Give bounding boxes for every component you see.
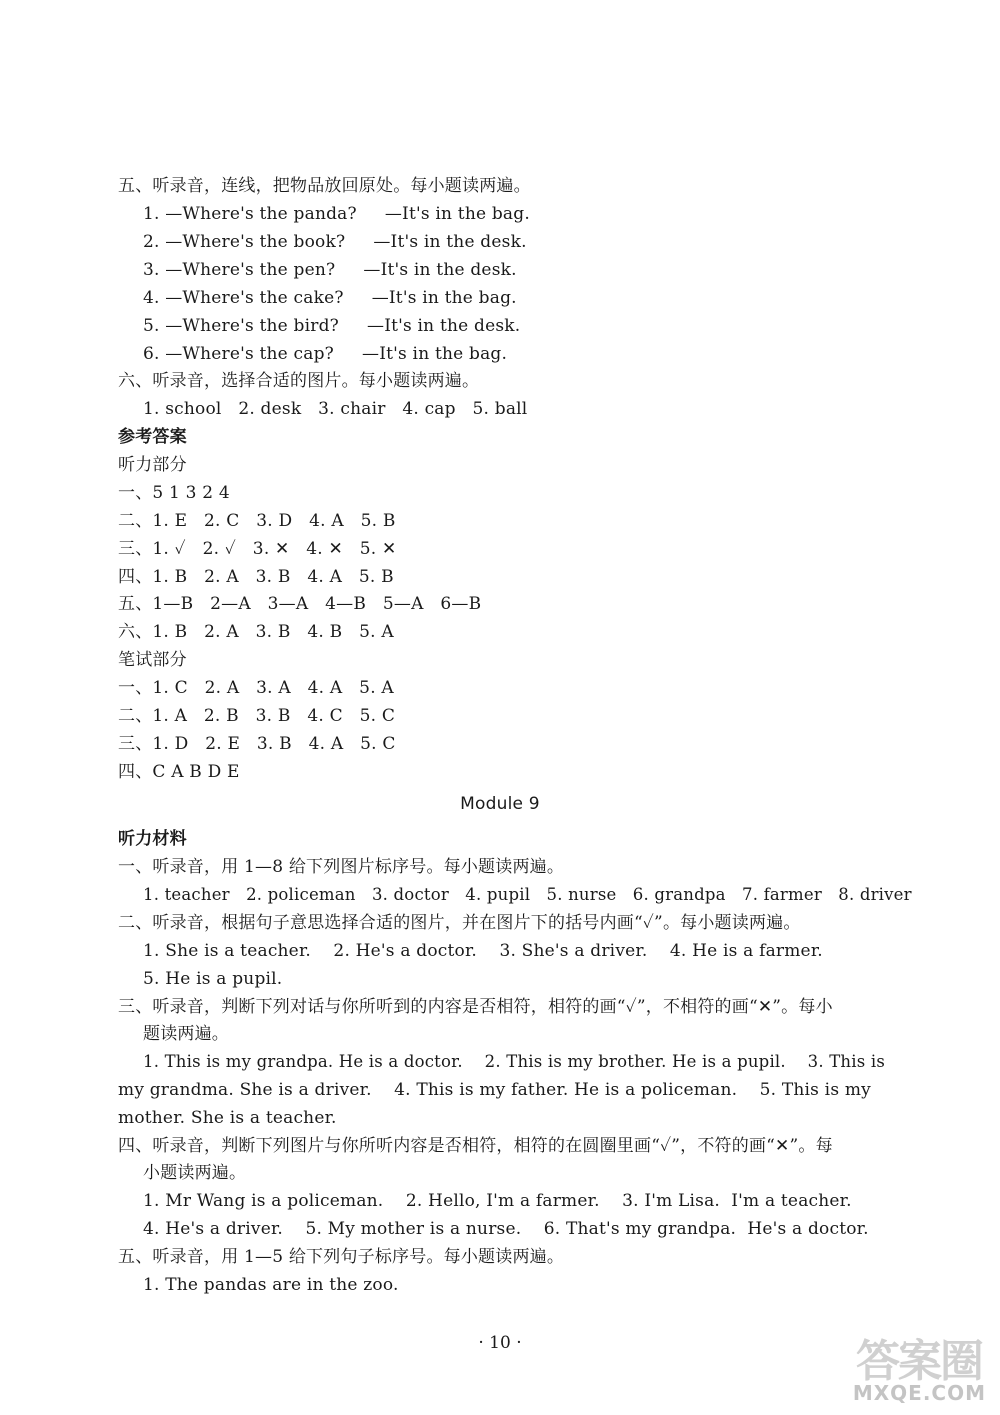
section-heading: 六、听录音，选择合适的图片。每小题读两遍。 bbox=[118, 371, 480, 391]
text-line: 5. —Where's the bird? —It's in the desk. bbox=[143, 316, 521, 336]
subheading: 听力部分 bbox=[118, 455, 187, 475]
answer-line: 三、1. ✓ 2. ✓ 3. ✕ 4. ✕ 5. ✕ bbox=[118, 539, 397, 559]
text-line: 1. Mr Wang is a policeman. 2. Hello, I'm a farmer. 3. I'm Lisa. I'm a teacher. bbox=[143, 1191, 852, 1211]
answers-heading: 参考答案 bbox=[118, 427, 187, 447]
text-line: 6. —Where's the cap? —It's in the bag. bbox=[143, 344, 508, 364]
text-line: 1. teacher 2. policeman 3. doctor 4. pupil 5. nurse 6. grandpa 7. farmer 8. driver bbox=[143, 885, 912, 904]
watermark bbox=[836, 1325, 986, 1405]
text-line: 4. —Where's the cake? —It's in the bag. bbox=[143, 288, 517, 308]
text-line: 1. The pandas are in the zoo. bbox=[143, 1275, 399, 1295]
text-line: 5. He is a pupil. bbox=[143, 969, 283, 989]
answer-line: 四、1. B 2. A 3. B 4. A 5. B bbox=[118, 567, 394, 587]
section-heading: 五、听录音，用 1—5 给下列句子标序号。每小题读两遍。 bbox=[118, 1247, 565, 1267]
subheading: 笔试部分 bbox=[118, 650, 187, 670]
text-line: 3. —Where's the pen? —It's in the desk. bbox=[143, 260, 517, 280]
answer-line: 一、1. C 2. A 3. A 4. A 5. A bbox=[118, 678, 394, 698]
text-line: 1. This is my grandpa. He is a doctor. 2. This is my brother. He is a pupil. 3. This is bbox=[143, 1052, 885, 1071]
text-line: mother. She is a teacher. bbox=[118, 1108, 337, 1128]
section-heading: 五、听录音，连线，把物品放回原处。每小题读两遍。 bbox=[118, 176, 531, 196]
text-line: 1. She is a teacher. 2. He's a doctor. 3. She's a driver. 4. He is a farmer. bbox=[143, 941, 823, 961]
watermark-site: MXQE.COM bbox=[852, 1381, 986, 1405]
text-line: 题读两遍。 bbox=[143, 1024, 229, 1044]
answer-line: 六、1. B 2. A 3. B 4. B 5. A bbox=[118, 622, 394, 642]
section-heading: 一、听录音，用 1—8 给下列图片标序号。每小题读两遍。 bbox=[118, 857, 565, 877]
answer-line: 二、1. A 2. B 3. B 4. C 5. C bbox=[118, 706, 396, 726]
answer-line: 四、C A B D E bbox=[118, 762, 240, 782]
page-number: · 10 · bbox=[478, 1333, 522, 1353]
section-heading: 三、听录音，判断下列对话与你所听到的内容是否相符，相符的画“✓”，不相符的画“✕”。每小 bbox=[118, 997, 833, 1017]
text-line: 4. He's a driver. 5. My mother is a nurse. 6. That's my grandpa. He's a doctor. bbox=[143, 1219, 869, 1239]
answer-line: 三、1. D 2. E 3. B 4. A 5. C bbox=[118, 734, 396, 754]
materials-heading: 听力材料 bbox=[118, 829, 187, 849]
module-title: Module 9 bbox=[460, 794, 540, 814]
answer-line: 五、1—B 2—A 3—A 4—B 5—A 6—B bbox=[118, 594, 482, 614]
answer-line: 二、1. E 2. C 3. D 4. A 5. B bbox=[118, 511, 396, 531]
section-heading: 二、听录音，根据句子意思选择合适的图片，并在图片下的括号内画“✓”。每小题读两遍。 bbox=[118, 913, 801, 933]
text-line: 小题读两遍。 bbox=[143, 1163, 247, 1183]
section-heading: 四、听录音，判断下列图片与你所听内容是否相符，相符的在圆圈里画“✓”，不符的画“✕”。每 bbox=[118, 1136, 833, 1156]
text-line: 2. —Where's the book? —It's in the desk. bbox=[143, 232, 527, 252]
text-line: 1. school 2. desk 3. chair 4. cap 5. ball bbox=[143, 399, 528, 419]
text-line: 1. —Where's the panda? —It's in the bag. bbox=[143, 204, 530, 224]
text-line: my grandma. She is a driver. 4. This is my father. He is a policeman. 5. This is my bbox=[118, 1080, 871, 1100]
watermark-logo: 答案圈 bbox=[856, 1336, 982, 1387]
answer-line: 一、5 1 3 2 4 bbox=[118, 483, 230, 503]
